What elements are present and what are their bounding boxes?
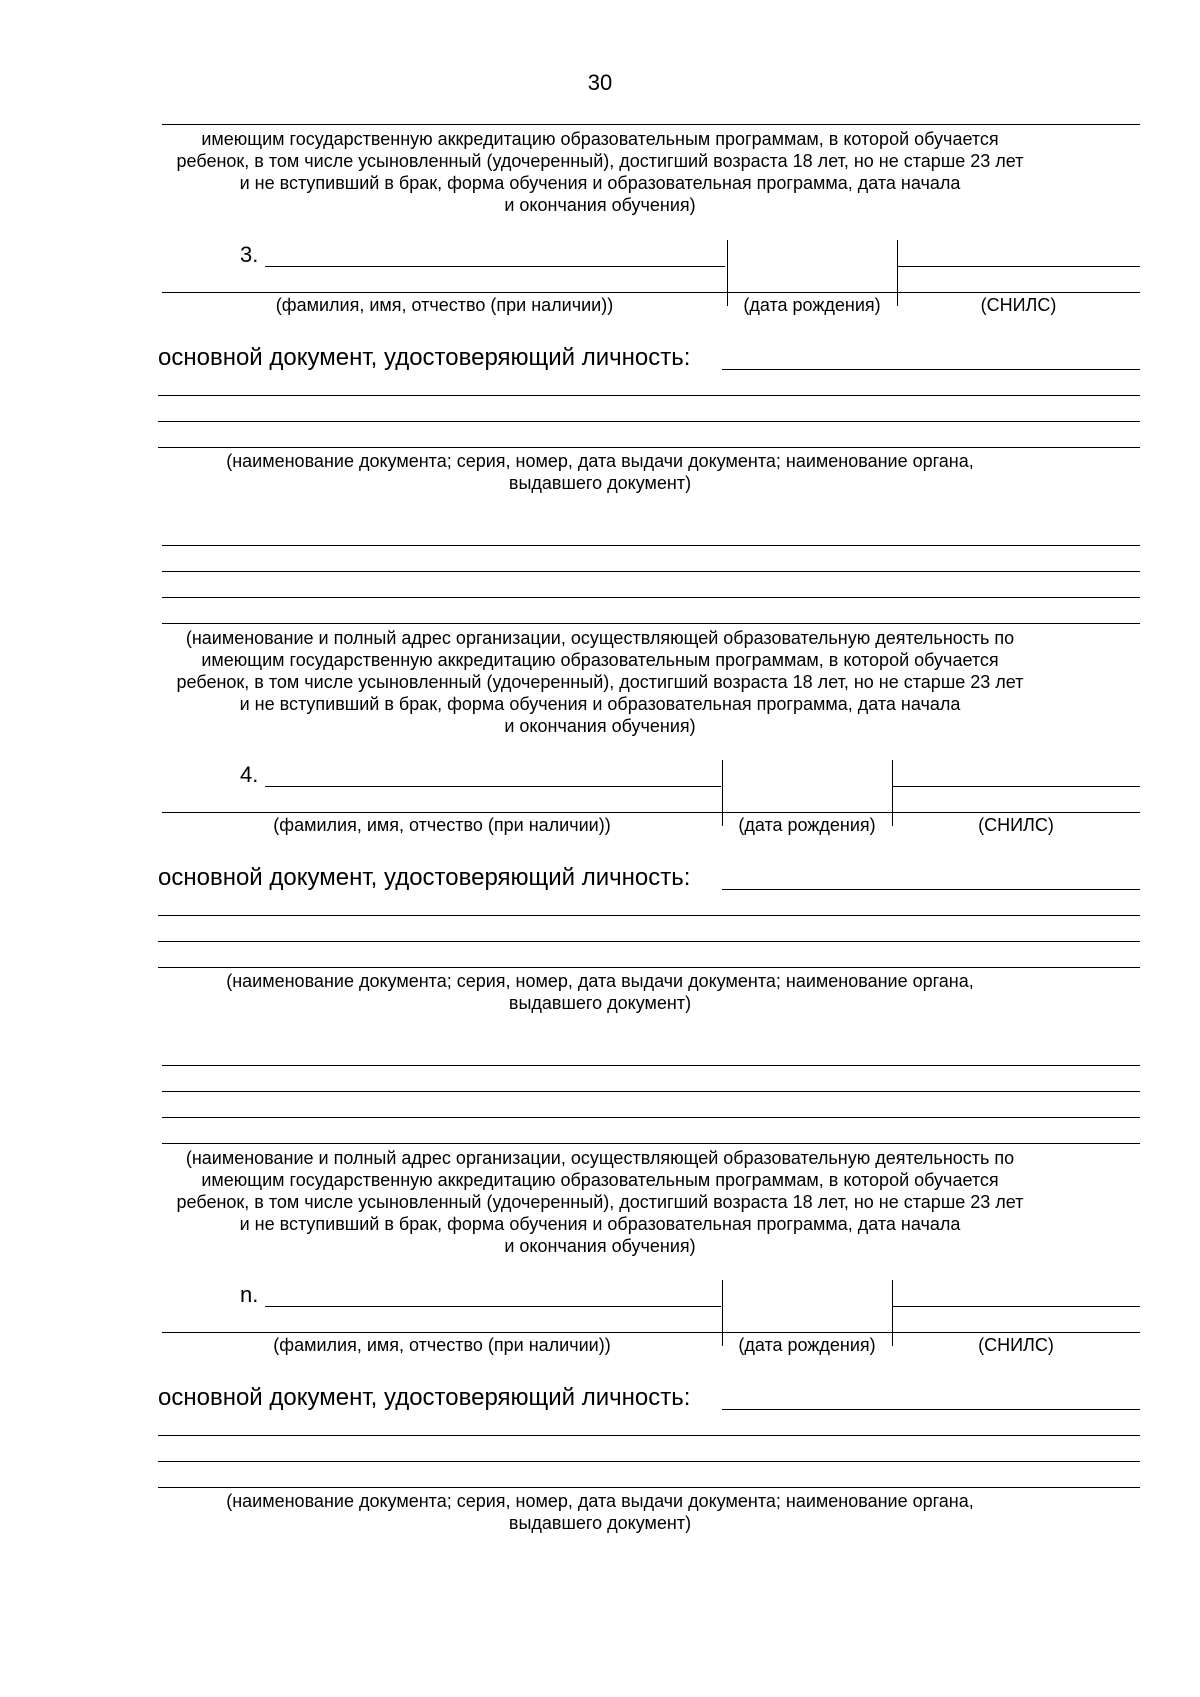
- id-document-line-2[interactable]: [158, 1435, 1140, 1436]
- snils-field[interactable]: [893, 786, 1140, 787]
- child-entry-4: [0, 740, 1200, 1256]
- org-caption-line-2: имеющим государственную аккредитацию образовательным программам, в которой обучается: [201, 650, 999, 670]
- intro-caption-line-2: ребенок, в том числе усыновленный (удочеренный), достигший возраста 18 лет, но не старше 23 лет: [176, 151, 1024, 171]
- id-document-line-4[interactable]: [158, 967, 1140, 968]
- dob-caption: (дата рождения): [743, 295, 881, 315]
- id-document-line-4[interactable]: [158, 447, 1140, 448]
- id-document-field[interactable]: [722, 369, 1140, 370]
- intro-caption-line-3: и не вступивший в брак, форма обучения и образовательная программа, дата начала: [239, 173, 961, 193]
- id-document-field[interactable]: [722, 1409, 1140, 1410]
- id-document-line-2[interactable]: [158, 395, 1140, 396]
- snils-caption: (СНИЛС): [980, 295, 1057, 315]
- id-document-line-3[interactable]: [158, 1461, 1140, 1462]
- dob-caption: (дата рождения): [738, 815, 876, 835]
- intro-caption-line-4: и окончания обучения): [504, 195, 696, 215]
- org-line-2[interactable]: [162, 571, 1140, 572]
- fio-field[interactable]: [265, 266, 725, 267]
- page-number: 30: [587, 70, 613, 95]
- entry-number: 3.: [240, 242, 259, 267]
- snils-field[interactable]: [898, 266, 1140, 267]
- id-document-caption-line-1: (наименование документа; серия, номер, дата выдачи документа; наименование органа,: [226, 451, 974, 471]
- entry-number: n.: [240, 1282, 259, 1307]
- org-caption-line-3: ребенок, в том числе усыновленный (удочеренный), достигший возраста 18 лет, но не старше 23 лет: [176, 1192, 1024, 1212]
- org-line-1[interactable]: [162, 545, 1140, 546]
- id-document-label: основной документ, удостоверяющий личность:: [158, 864, 691, 891]
- id-document-line-3[interactable]: [158, 941, 1140, 942]
- id-document-field[interactable]: [722, 889, 1140, 890]
- id-document-caption-line-1: (наименование документа; серия, номер, дата выдачи документа; наименование органа,: [226, 1491, 974, 1511]
- snils-caption: (СНИЛС): [978, 815, 1054, 835]
- org-line-2[interactable]: [162, 1091, 1140, 1092]
- org-line-1[interactable]: [162, 1065, 1140, 1066]
- org-caption-line-5: и окончания обучения): [504, 1236, 696, 1256]
- id-document-label: основной документ, удостоверяющий личность:: [158, 1384, 691, 1411]
- org-caption-line-4: и не вступивший в брак, форма обучения и образовательная программа, дата начала: [239, 694, 961, 714]
- org-line-4[interactable]: [162, 623, 1140, 624]
- org-caption-line-2: имеющим государственную аккредитацию образовательным программам, в которой обучается: [201, 1170, 999, 1190]
- org-line-3[interactable]: [162, 597, 1140, 598]
- fio-field[interactable]: [265, 786, 721, 787]
- id-document-caption-line-1: (наименование документа; серия, номер, дата выдачи документа; наименование органа,: [226, 971, 974, 991]
- id-document-line-3[interactable]: [158, 421, 1140, 422]
- fio-dob-snils-baseline: [162, 292, 1140, 293]
- fio-dob-snils-baseline: [162, 1332, 1140, 1333]
- org-caption-line-5: и окончания обучения): [504, 716, 696, 736]
- fio-caption: (фамилия, имя, отчество (при наличии)): [275, 295, 614, 315]
- id-document-label: основной документ, удостоверяющий личность:: [158, 344, 691, 371]
- id-document-caption-line-2: выдавшего документ): [508, 1513, 692, 1533]
- org-caption-line-3: ребенок, в том числе усыновленный (удочеренный), достигший возраста 18 лет, но не старше 23 лет: [176, 672, 1024, 692]
- id-document-line-2[interactable]: [158, 915, 1140, 916]
- entry-number: 4.: [240, 762, 259, 787]
- dob-caption: (дата рождения): [738, 1335, 876, 1355]
- org-line-3[interactable]: [162, 1117, 1140, 1118]
- org-line-4[interactable]: [162, 1143, 1140, 1144]
- intro-top-line: [162, 124, 1140, 125]
- id-document-line-4[interactable]: [158, 1487, 1140, 1488]
- org-caption-line-4: и не вступивший в брак, форма обучения и образовательная программа, дата начала: [239, 1214, 961, 1234]
- child-entry-n: [0, 1260, 1200, 1533]
- org-caption-line-1: (наименование и полный адрес организации, осуществляющей образовательную деятельность по: [185, 628, 1015, 648]
- fio-dob-snils-baseline: [162, 812, 1140, 813]
- fio-caption: (фамилия, имя, отчество (при наличии)): [273, 1335, 611, 1355]
- fio-caption: (фамилия, имя, отчество (при наличии)): [273, 815, 611, 835]
- intro-caption-line-1: имеющим государственную аккредитацию образовательным программам, в которой обучается: [201, 129, 999, 149]
- fio-field[interactable]: [265, 1306, 721, 1307]
- snils-field[interactable]: [893, 1306, 1140, 1307]
- id-document-caption-line-2: выдавшего документ): [508, 473, 692, 493]
- org-caption-line-1: (наименование и полный адрес организации, осуществляющей образовательную деятельность по: [185, 1148, 1015, 1168]
- id-document-caption-line-2: выдавшего документ): [508, 993, 692, 1013]
- snils-caption: (СНИЛС): [978, 1335, 1054, 1355]
- child-entry-3: [0, 220, 1200, 736]
